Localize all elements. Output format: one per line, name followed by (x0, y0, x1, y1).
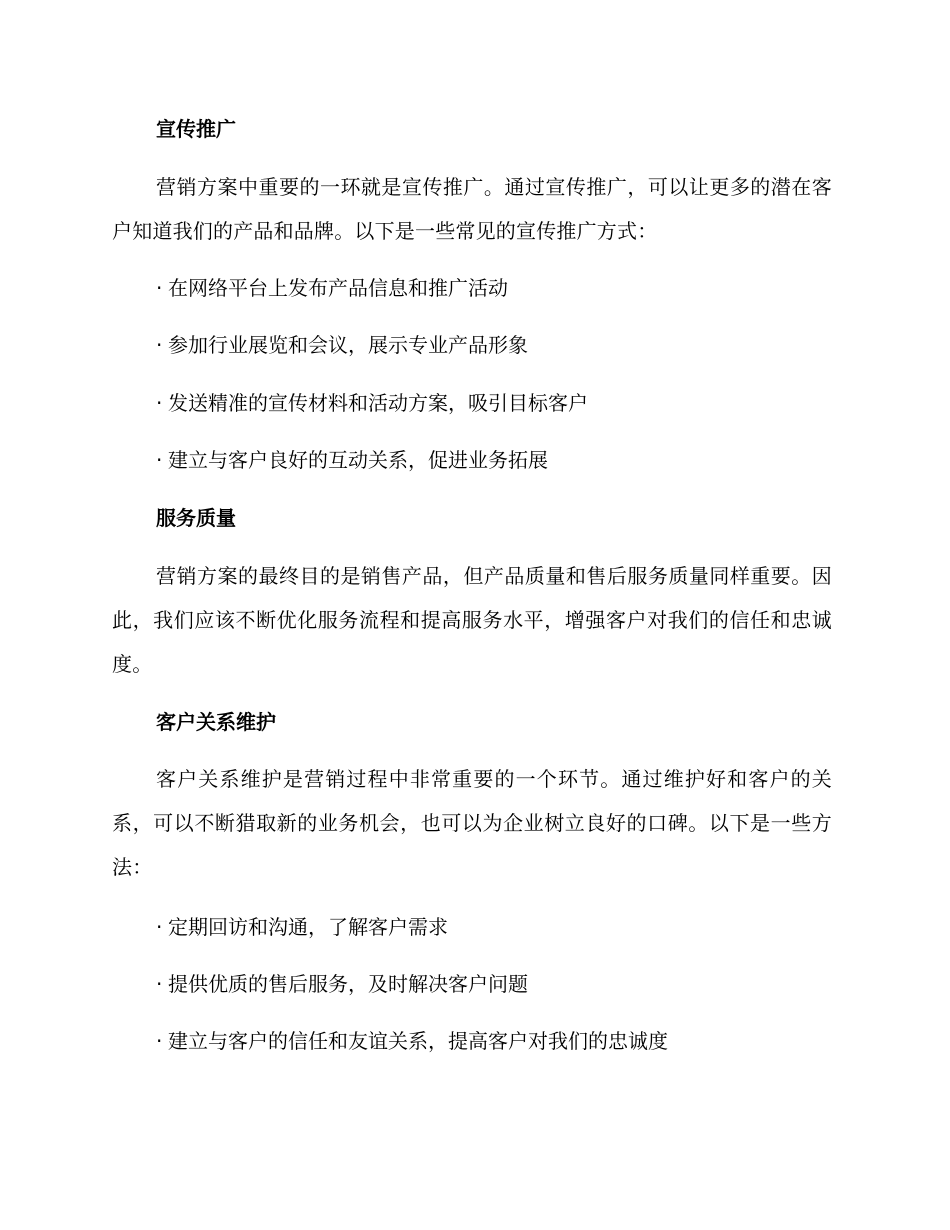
bullet-item (156, 389, 588, 417)
section-heading-service: 服务质量 (156, 506, 236, 530)
bullet-item (156, 913, 448, 941)
bullet-text: 定期回访和沟通，了解客户需求 (168, 915, 448, 939)
section-paragraph-customer-wrap (112, 757, 832, 889)
bullet-dot: · (156, 391, 163, 415)
bullet-text: 参加行业展览和会议，展示专业产品形象 (168, 333, 528, 357)
bullet-item (156, 970, 528, 998)
bullet-text: 建立与客户的信任和友谊关系，提高客户对我们的忠诚度 (168, 1029, 668, 1053)
bullet-text: 在网络平台上发布产品信息和推广活动 (168, 276, 508, 300)
section-heading-promotion-wrap (112, 115, 832, 143)
section-heading-service-wrap (112, 504, 832, 532)
bullet-item (156, 446, 548, 474)
section-heading-customer: 客户关系维护 (156, 710, 276, 734)
bullet-dot: · (156, 333, 163, 357)
bullet-dot: · (156, 915, 163, 939)
bullet-dot: · (156, 276, 163, 300)
bullet-text: 建立与客户良好的互动关系，促进业务拓展 (168, 448, 548, 472)
section-heading-customer-wrap (112, 708, 832, 736)
bullet-dot: · (156, 448, 163, 472)
section-paragraph-service: 营销方案的最终目的是销售产品，但产品质量和售后服务质量同样重要。因此，我们应该不断优化服务流程和提高服务水平，增强客户对我们的信任和忠诚度。 (112, 564, 832, 676)
bullet-dot: · (156, 1029, 163, 1053)
section-paragraph-promotion-wrap (112, 165, 832, 253)
bullet-text: 发送精准的宣传材料和活动方案，吸引目标客户 (168, 391, 588, 415)
section-heading-promotion: 宣传推广 (156, 117, 236, 141)
bullet-item (156, 331, 528, 359)
bullet-item (156, 1027, 668, 1055)
bullet-text: 提供优质的售后服务，及时解决客户问题 (168, 972, 528, 996)
section-paragraph-service-wrap (112, 554, 832, 686)
bullet-dot: · (156, 972, 163, 996)
section-paragraph-customer: 客户关系维护是营销过程中非常重要的一个环节。通过维护好和客户的关系，可以不断猎取新的业务机会，也可以为企业树立良好的口碑。以下是一些方法： (112, 767, 832, 879)
section-paragraph-promotion: 营销方案中重要的一环就是宣传推广。通过宣传推广，可以让更多的潜在客户知道我们的产品和品牌。以下是一些常见的宣传推广方式： (112, 175, 832, 243)
bullet-item (156, 274, 508, 302)
